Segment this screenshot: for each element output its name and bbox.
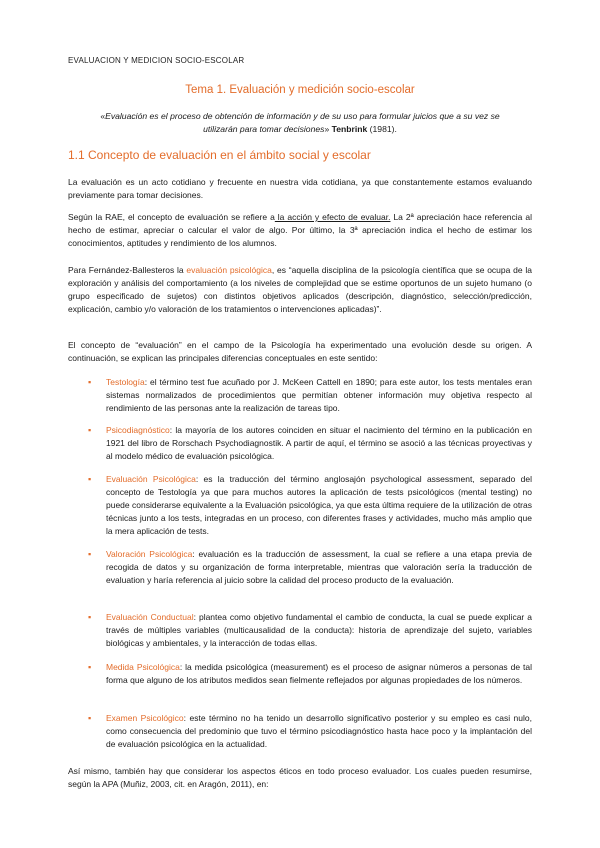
bullet-icon: ▪: [88, 713, 92, 723]
list-item-term: Evaluación Conductual: [106, 612, 194, 622]
list-item-term: Evaluación Psicológica: [106, 474, 196, 484]
list-item: [88, 611, 532, 650]
paragraph-intro: La evaluación es un acto cotidiano y frecuente en nuestra vida cotidiana, ya que constantemente estamos evaluando previamente para tomar decisiones.: [68, 177, 532, 200]
paragraph-rae: [68, 211, 532, 250]
topic-title: Tema 1. Evaluación y medición socio-escolar: [185, 84, 415, 96]
fb-text-before: Para Fernández-Ballesteros la: [68, 265, 187, 275]
rae-text-before: Según la RAE, el concepto de evaluación se refiere a: [68, 212, 275, 222]
rae-definition-underlined: la acción y efecto de evaluar.: [274, 212, 391, 222]
list-item-text: : plantea como objetivo fundamental el cambio de conducta, la cual se puede explicar a través de múltiples variables (multicausalidad de la conducta): historia de aprendizaje del sujeto, variables biológicas y ambientales, y la interacción de todas ellas.: [106, 612, 532, 648]
quote-close: »: [324, 124, 330, 134]
list-item-text: : el término test fue acuñado por J. McKeen Cattell en 1890; para este autor, los tests mentales eran sistemas normalizados de procedimientos que permitían obtener información muy objetiva respecto al rendimiento de las personas ante la realización de tareas tipo.: [106, 377, 532, 413]
list-item-term: Medida Psicológica: [106, 662, 180, 672]
list-item-text: : la medida psicológica (measurement) es el proceso de asignar números a personas de tal forma que alguno de los atributos medidos sean fielmente reflejados por algunas propiedades de los números.: [106, 662, 532, 685]
fb-text-after: , es “aquella disciplina de la psicología científica que se ocupa de la exploración y análisis del comportamiento (a los niveles de complejidad que se estime oportunos de un sujeto humano (o grupo especificado de sujetos) con distintos objetivos aplicados (descripción, diagnóstico, selección/predicción, explicación, cambio y/o valoración de los tratamientos o intervenciones aplicadas)”.: [68, 265, 532, 314]
list-item-text: : evaluación es la traducción de assessment, la cual se refiere a una etapa previa de recogida de datos y su organización de forma interpretable, mientras que valoración sería la traducción de evaluation y haría referencia al juicio sobre la calidad del proceso producto de la evaluación.: [106, 549, 533, 585]
list-item: [88, 548, 532, 587]
bullet-icon: ▪: [88, 549, 92, 559]
bullet-icon: ▪: [88, 377, 92, 387]
fb-highlight-term: evaluación psicológica: [186, 265, 272, 275]
bullet-icon: ▪: [88, 662, 92, 672]
section-heading: 1.1 Concepto de evaluación en el ámbito social y escolar: [68, 148, 371, 162]
list-item-term: Testología: [106, 377, 145, 387]
list-item: [88, 473, 532, 538]
paragraph-fernandez-ballesteros: [68, 264, 532, 316]
quote-open: «: [100, 111, 106, 121]
list-item-term: Examen Psicológico: [106, 713, 184, 723]
list-item-term: Psicodiagnóstico: [106, 425, 170, 435]
list-item: [88, 661, 532, 687]
list-item-text: : este término no ha tenido un desarrollo significativo posterior y su empleo es casi nulo, como consecuencia del predominio que tuvo el término psicodiagnóstico hasta hace poco y la implantación del de evaluación psicológica en la actualidad.: [106, 713, 532, 749]
quote-author: Tenbrink: [331, 124, 368, 134]
list-item: [88, 424, 532, 463]
quote-text: Evaluación es el proceso de obtención de información y de su uso para formular juicios que a su vez se utilizarán para tomar decisiones: [105, 111, 500, 134]
list-item-text: : es la traducción del término anglosajón psychological assessment, separado del concepto de Testología ya que para muchos autores la aplicación de tests psicológicos (mental testing) no puede considerarse equivalente a la Evaluación psicológica, ya que esta última requiere de la utilización de otras técnicas junto a los tests, integradas en un proceso, con diferentes frases y actividades, mucho más amplio que la mera aplicación de tests.: [106, 474, 532, 536]
running-header: EVALUACION Y MEDICION SOCIO-ESCOLAR: [68, 56, 245, 65]
paragraph-evolution: El concepto de “evaluación” en el campo de la Psicología ha experimentado una evolución desde su origen. A continuación, se explican las principales diferencias conceptuales en este sentido:: [68, 340, 532, 363]
bullet-icon: ▪: [88, 425, 92, 435]
list-item: [88, 376, 532, 415]
epigraph-quote: [82, 110, 518, 136]
bullet-icon: ▪: [88, 612, 92, 622]
quote-year: (1981).: [369, 124, 397, 134]
list-item-term: Valoración Psicológica: [106, 549, 193, 559]
list-item: [88, 712, 532, 751]
rae-text-after: La 2ª apreciación hace referencia al hecho de estimar, apreciar o calcular el valor de algo. Por último, la 3ª apreciación indica el hecho de estimar los conocimientos, aptitudes y rendimiento de los alumnos.: [68, 212, 532, 248]
list-item-text: : la mayoría de los autores coinciden en situar el nacimiento del término en la publicación en 1921 del libro de Rorschach Psychodiagnostik. A partir de aquí, el término se asoció a las técnicas proyectivas y al modelo médico de evaluación psicológica.: [106, 425, 532, 461]
bullet-icon: ▪: [88, 474, 92, 484]
paragraph-ethics: Así mismo, también hay que considerar los aspectos éticos en todo proceso evaluador. Los cuales pueden resumirse, según la APA (Muñiz, 2003, cit. en Aragón, 2011), en:: [68, 766, 532, 789]
